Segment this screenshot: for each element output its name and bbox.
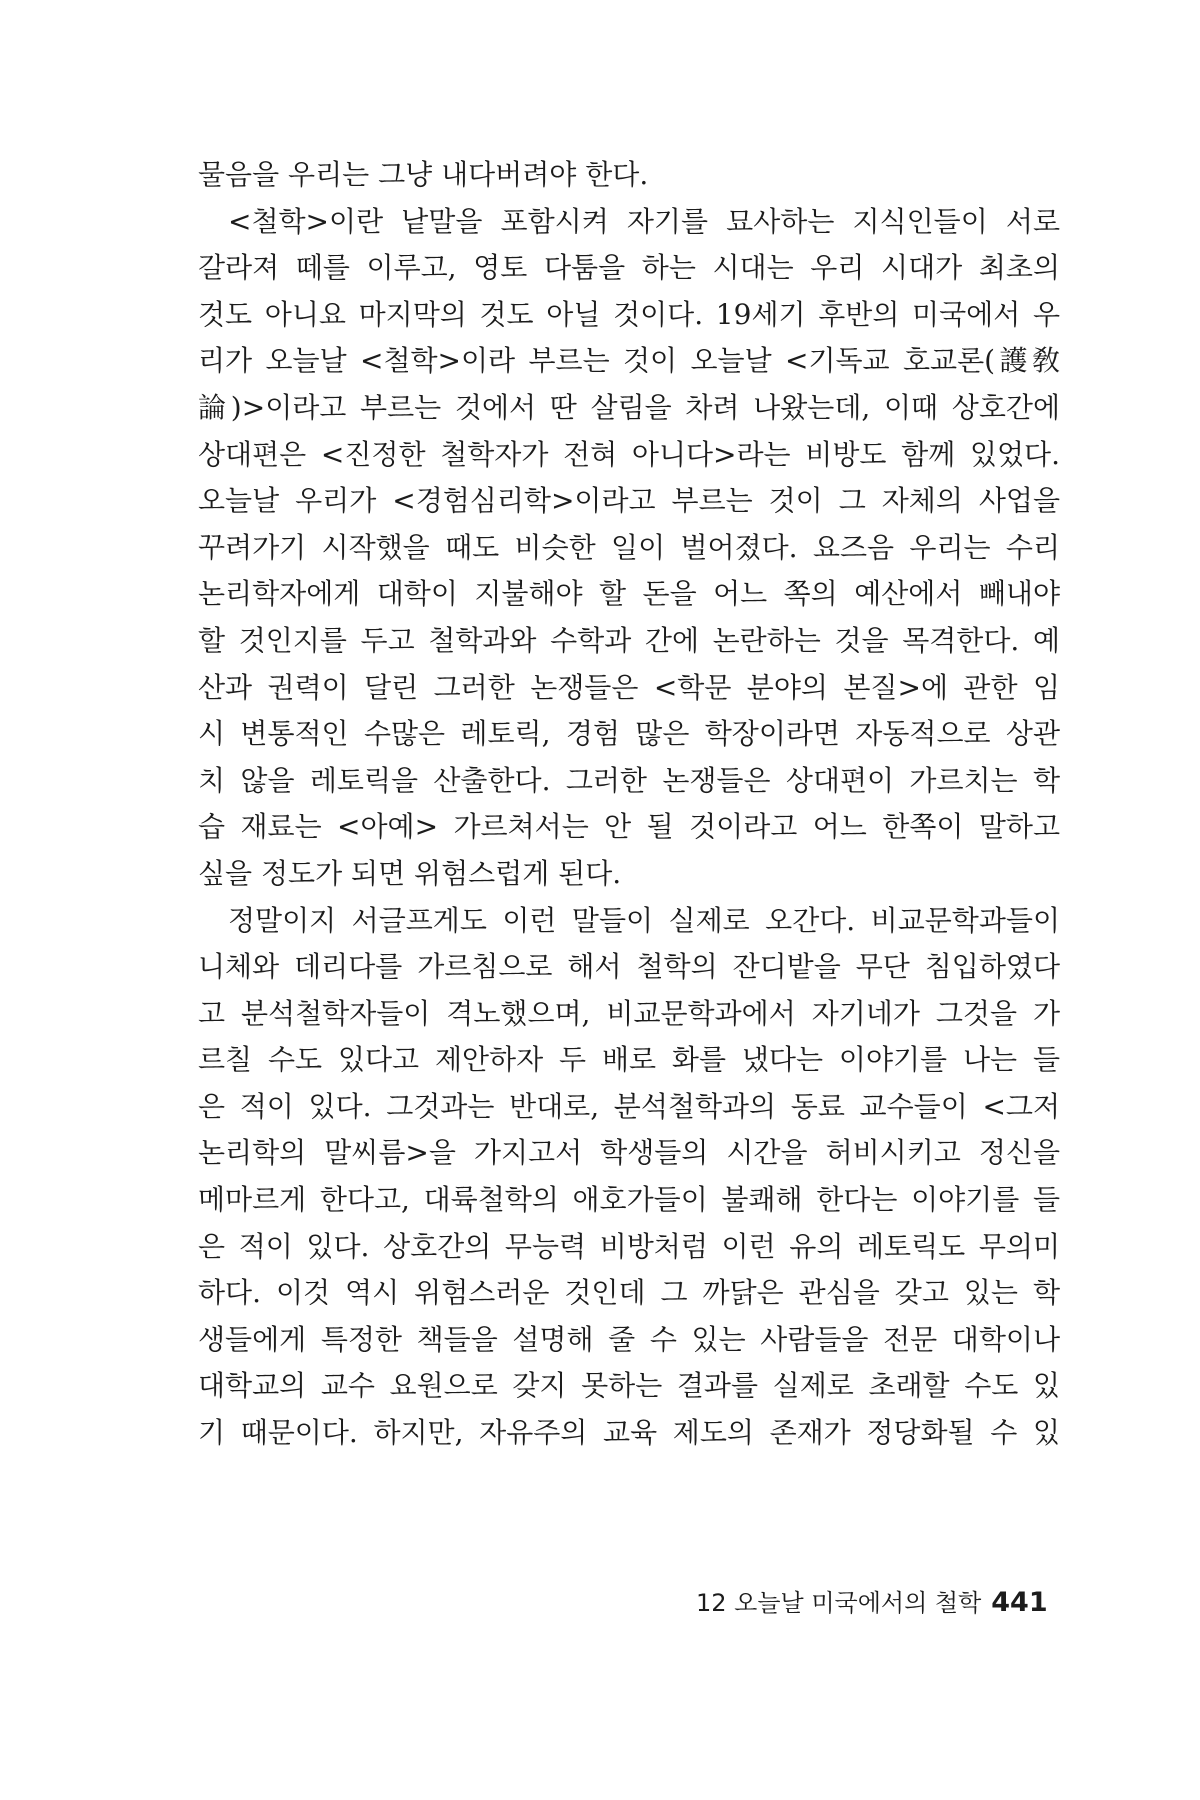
text-line: 꾸려가기 시작했을 때도 비슷한 일이 벌어졌다. 요즈음 우리는 수리 <box>198 530 1060 564</box>
text-line: 산과 권력이 달린 그러한 논쟁들은 <학문 분야의 본질>에 관한 임 <box>198 670 1060 704</box>
body-text <box>198 152 1060 1457</box>
text-line: 생들에게 특정한 책들을 설명해 줄 수 있는 사람들을 전문 대학이나 <box>198 1322 1060 1356</box>
text-line: 싶을 정도가 되면 위험스럽게 된다. <box>198 856 622 890</box>
chapter-title: 12 오늘날 미국에서의 철학 <box>696 1589 982 1617</box>
text-line: 하다. 이것 역시 위험스러운 것인데 그 까닭은 관심을 갖고 있는 학 <box>198 1276 1060 1310</box>
text-line: 대학교의 교수 요원으로 갖지 못하는 결과를 실제로 초래할 수도 있 <box>198 1369 1060 1403</box>
text-line: 시 변통적인 수많은 레토릭, 경험 많은 학장이라면 자동적으로 상관 <box>198 717 1060 751</box>
text-line: <철학>이란 낱말을 포함시켜 자기를 묘사하는 지식인들이 서로 <box>228 204 1060 238</box>
running-footer <box>696 1583 1048 1623</box>
text-line: 오늘날 우리가 <경험심리학>이라고 부르는 것이 그 자체의 사업을 <box>198 484 1060 518</box>
text-line: 은 적이 있다. 상호간의 무능력 비방처럼 이런 유의 레토릭도 무의미 <box>198 1229 1060 1263</box>
text-line: 치 않을 레토릭을 산출한다. 그러한 논쟁들은 상대편이 가르치는 학 <box>198 763 1060 797</box>
text-line: 할 것인지를 두고 철학과와 수학과 간에 논란하는 것을 목격한다. 예 <box>198 623 1060 657</box>
text-line: 물음을 우리는 그냥 내다버려야 한다. <box>198 158 649 191</box>
text-line: 메마르게 한다고, 대륙철학의 애호가들이 불쾌해 한다는 이야기를 들 <box>198 1183 1060 1217</box>
page-number: 441 <box>991 1587 1048 1618</box>
text-line: 정말이지 서글프게도 이런 말들이 실제로 오간다. 비교문학과들이 <box>228 903 1060 937</box>
text-line: 은 적이 있다. 그것과는 반대로, 분석철학과의 동료 교수들이 <그저 <box>198 1089 1060 1123</box>
text-line: 상대편은 <진정한 철학자가 전혀 아니다>라는 비방도 함께 있었다. <box>198 437 1060 471</box>
text-line: 고 분석철학자들이 격노했으며, 비교문학과에서 자기네가 그것을 가 <box>198 996 1060 1030</box>
text-line: 니체와 데리다를 가르침으로 해서 철학의 잔디밭을 무단 침입하였다 <box>198 950 1060 984</box>
text-line: 기 때문이다. 하지만, 자유주의 교육 제도의 존재가 정당화될 수 있 <box>198 1416 1060 1450</box>
text-line: 논리학자에게 대학이 지불해야 할 돈을 어느 쪽의 예산에서 빼내야 <box>198 577 1060 611</box>
text-line: 갈라져 떼를 이루고, 영토 다툼을 하는 시대는 우리 시대가 최초의 <box>198 251 1060 285</box>
text-line: 르칠 수도 있다고 제안하자 두 배로 화를 냈다는 이야기를 나는 들 <box>198 1043 1060 1077</box>
text-line: 리가 오늘날 <철학>이라 부르는 것이 오늘날 <기독교 호교론(護敎 <box>198 344 1060 378</box>
text-line: 논리학의 말씨름>을 가지고서 학생들의 시간을 허비시키고 정신을 <box>198 1136 1060 1170</box>
text-line: 습 재료는 <아예> 가르쳐서는 안 될 것이라고 어느 한쪽이 말하고 <box>198 810 1060 844</box>
text-line: 것도 아니요 마지막의 것도 아닐 것이다. 19세기 후반의 미국에서 우 <box>198 297 1060 331</box>
text-line: 論)>이라고 부르는 것에서 딴 살림을 차려 나왔는데, 이때 상호간에 <box>198 390 1060 424</box>
